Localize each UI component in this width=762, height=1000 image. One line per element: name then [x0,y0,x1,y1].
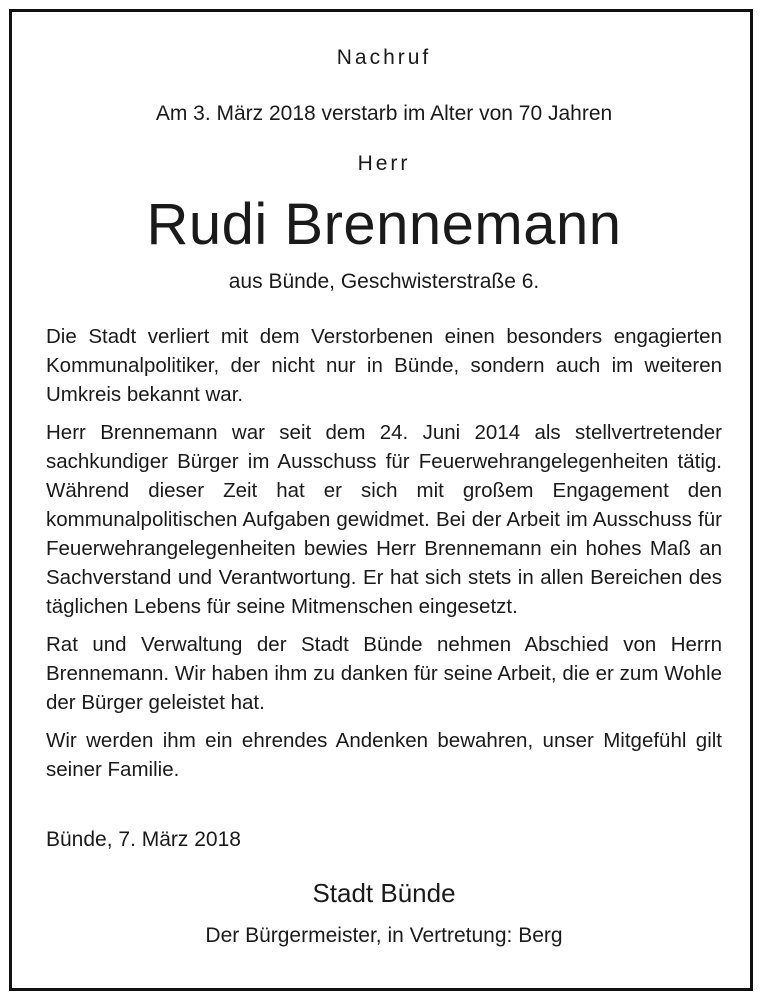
obituary-body [46,322,722,793]
paragraph: Wir werden ihm ein ehrendes Andenken bewahren, unser Mitgefühl gilt seiner Familie. [46,729,722,781]
intro-line: Am 3. März 2018 verstarb im Alter von 70 Jahren [155,102,613,125]
paragraph: Rat und Verwaltung der Stadt Bünde nehmen Abschied von Herrn Brennemann. Wir haben ihm zu danken für seine Arbeit, die er zum Wohle der Bürger geleistet hat. [46,633,722,714]
salutation: Herr [357,152,411,175]
notice-heading: Nachruf [336,46,432,69]
deceased-address: aus Bünde, Geschwisterstraße 6. [228,270,540,293]
obituary-content [46,12,722,988]
paragraph: Herr Brennemann war seit dem 24. Juni 2014 als stellvertretender sachkundiger Bürger im Ausschuss für Feuerwehrangelegenheiten tätig. Während dieser Zeit hat er sich mit großem Engagement den kommunalpolitischen Aufgaben gewidmet. Bei der Arbeit im Ausschuss für Feuerwehrangelegenheiten bewies Herr Brennemann ein hohes Maß an Sachverstand und Verantwortung. Er hat sich stets in allen Bereichen des täglichen Lebens für seine Mitmenschen eingesetzt. [46,421,722,618]
organization-name: Stadt Bünde [312,878,456,908]
paragraph: Die Stadt verliert mit dem Verstorbenen einen besonders engagierten Kommunalpolitiker, der nicht nur in Bünde, sondern auch im weiteren Umkreis bekannt war. [46,325,722,406]
deceased-name: Rudi Brennemann [146,192,622,257]
obituary-frame [9,9,753,991]
place-date: Bünde, 7. März 2018 [46,828,241,851]
signature-line: Der Bürgermeister, in Vertretung: Berg [205,924,563,947]
